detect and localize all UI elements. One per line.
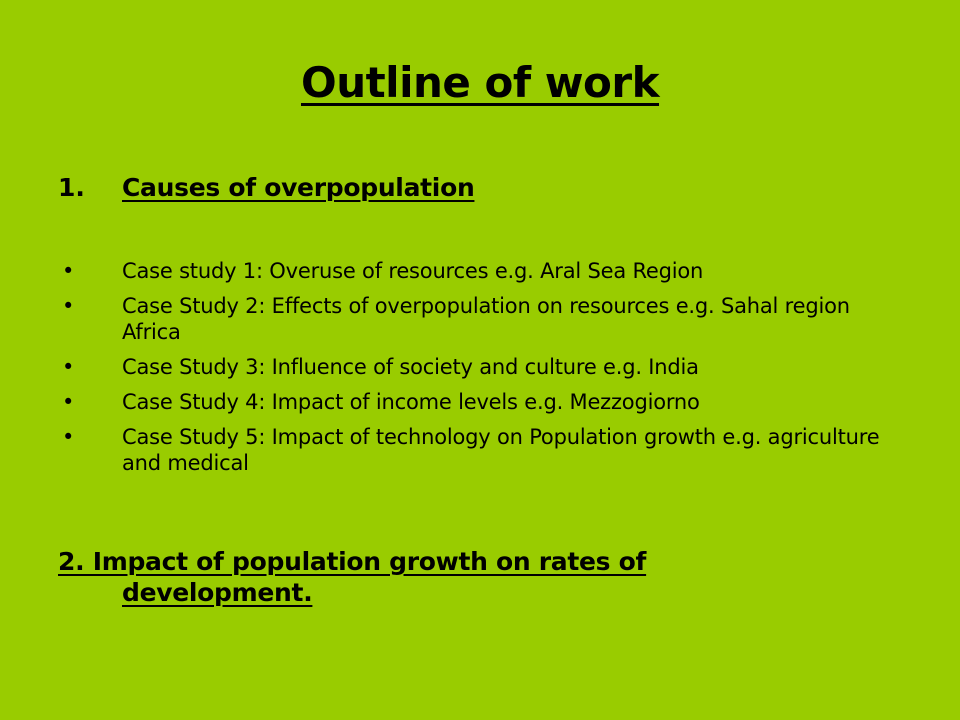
list-item-text: Case Study 3: Influence of society and culture e.g. India <box>122 355 699 379</box>
section-heading-text: Causes of overpopulation <box>122 173 475 202</box>
section-heading-causes <box>58 172 898 203</box>
list-item-text: Case Study 5: Impact of technology on Population growth e.g. agriculture and medical <box>122 425 880 475</box>
list-item <box>58 354 888 380</box>
list-item-text: Case Study 4: Impact of income levels e.g. Mezzogiorno <box>122 390 700 414</box>
slide-title: Outline of work <box>300 58 660 107</box>
list-item <box>58 389 888 415</box>
list-item-text: Case Study 2: Effects of overpopulation on resources e.g. Sahal region Africa <box>122 294 850 344</box>
list-item <box>58 293 888 345</box>
section-heading-line-1: 2. Impact of population growth on rates of <box>58 547 647 576</box>
bullet-icon: • <box>62 259 75 283</box>
bullet-icon: • <box>62 425 75 449</box>
section-number: 1. <box>58 173 85 202</box>
section-heading-impact <box>58 546 898 608</box>
bullet-icon: • <box>62 294 75 318</box>
case-study-list <box>58 258 888 485</box>
section-heading-line-2: development. <box>122 578 313 607</box>
bullet-icon: • <box>62 390 75 414</box>
list-item <box>58 258 888 284</box>
bullet-icon: • <box>62 355 75 379</box>
list-item-text: Case study 1: Overuse of resources e.g. Aral Sea Region <box>122 259 704 283</box>
list-item <box>58 424 888 476</box>
